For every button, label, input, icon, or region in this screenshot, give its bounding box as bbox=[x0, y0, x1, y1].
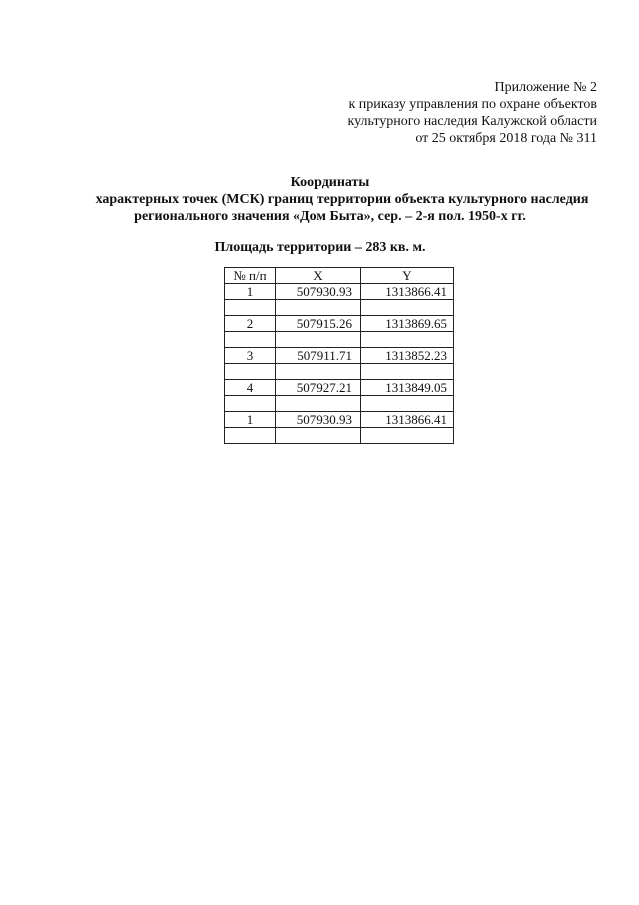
point-x: 507927.21 bbox=[276, 380, 361, 396]
table-row-empty bbox=[225, 396, 454, 412]
point-x bbox=[276, 428, 361, 444]
point-y bbox=[361, 332, 454, 348]
point-number bbox=[225, 396, 276, 412]
point-number: 1 bbox=[225, 284, 276, 300]
appendix-authority: культурного наследия Калужской области bbox=[347, 114, 597, 129]
point-x bbox=[276, 364, 361, 380]
table-row bbox=[225, 380, 454, 396]
table-row bbox=[225, 348, 454, 364]
title-object: регионального значения «Дом Быта», сер. – 2-я пол. 1950-х гг. bbox=[134, 209, 526, 224]
point-x: 507911.71 bbox=[276, 348, 361, 364]
table-row-empty bbox=[225, 364, 454, 380]
point-x: 507930.93 bbox=[276, 412, 361, 428]
point-number bbox=[225, 428, 276, 444]
table-row bbox=[225, 316, 454, 332]
point-number: 1 bbox=[225, 412, 276, 428]
document-title bbox=[60, 174, 600, 225]
appendix-date: от 25 октября 2018 года № 311 bbox=[415, 131, 597, 146]
table-row bbox=[225, 284, 454, 300]
appendix-header bbox=[297, 79, 597, 147]
title-heading: Координаты bbox=[290, 175, 370, 190]
point-number: 3 bbox=[225, 348, 276, 364]
table-header-row bbox=[225, 268, 454, 284]
table-row-empty bbox=[225, 300, 454, 316]
point-x: 507930.93 bbox=[276, 284, 361, 300]
point-y bbox=[361, 428, 454, 444]
point-y: 1313869.65 bbox=[361, 316, 454, 332]
point-y bbox=[361, 364, 454, 380]
point-y bbox=[361, 300, 454, 316]
column-header-number: № п/п bbox=[225, 268, 276, 284]
territory-area: Площадь территории – 283 кв. м. bbox=[214, 240, 426, 255]
point-number bbox=[225, 332, 276, 348]
point-x bbox=[276, 300, 361, 316]
point-number bbox=[225, 300, 276, 316]
point-y: 1313866.41 bbox=[361, 284, 454, 300]
point-y bbox=[361, 396, 454, 412]
point-number: 4 bbox=[225, 380, 276, 396]
point-number: 2 bbox=[225, 316, 276, 332]
coordinates-table bbox=[224, 267, 454, 444]
point-x: 507915.26 bbox=[276, 316, 361, 332]
point-number bbox=[225, 364, 276, 380]
point-x bbox=[276, 396, 361, 412]
point-y: 1313849.05 bbox=[361, 380, 454, 396]
point-x bbox=[276, 332, 361, 348]
table-row bbox=[225, 412, 454, 428]
column-header-y: Y bbox=[361, 268, 454, 284]
table-row-empty bbox=[225, 428, 454, 444]
column-header-x: X bbox=[276, 268, 361, 284]
point-y: 1313866.41 bbox=[361, 412, 454, 428]
point-y: 1313852.23 bbox=[361, 348, 454, 364]
appendix-order-ref: к приказу управления по охране объектов bbox=[348, 97, 597, 112]
table-row-empty bbox=[225, 332, 454, 348]
appendix-number: Приложение № 2 bbox=[494, 80, 597, 95]
title-subject: характерных точек (МСК) границ территории объекта культурного наследия bbox=[95, 192, 589, 207]
